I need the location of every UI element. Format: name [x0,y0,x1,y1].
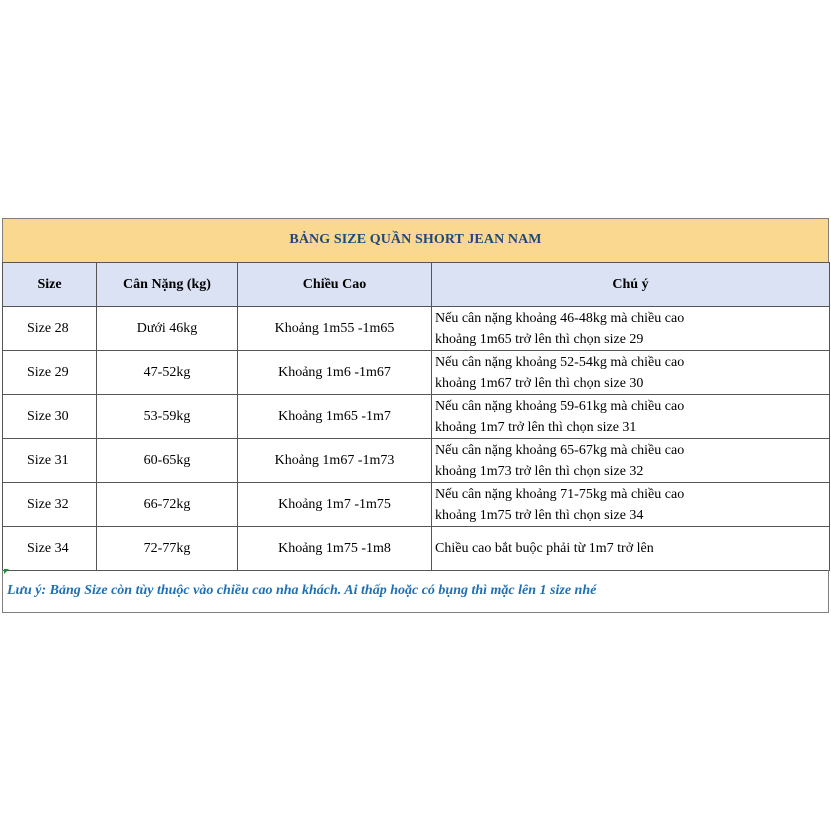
chart-title: BẢNG SIZE QUẦN SHORT JEAN NAM [289,232,542,247]
size-cell: Size 31 [3,439,97,483]
size-cell: Size 32 [3,483,97,527]
note-cell [432,395,830,439]
height-cell: Khoảng 1m75 -1m8 [238,527,432,571]
table-row [3,395,830,439]
note-line: khoảng 1m67 trở lên thì chọn size 30 [435,375,644,391]
table-row [3,483,830,527]
header-size: Size [3,263,97,307]
table-row [3,307,830,351]
height-cell: Khoảng 1m7 -1m75 [238,483,432,527]
note-line: Nếu cân nặng khoảng 71-75kg mà chiều cao [435,486,685,502]
note-line: Nếu cân nặng khoảng 59-61kg mà chiều cao [435,398,685,414]
height-cell: Khoảng 1m55 -1m65 [238,307,432,351]
header-note: Chú ý [432,263,830,307]
header-row [3,263,830,307]
note-cell [432,527,830,571]
weight-cell: 53-59kg [97,395,238,439]
weight-cell: 60-65kg [97,439,238,483]
header-weight: Cân Nặng (kg) [97,263,238,307]
note-line: khoảng 1m65 trở lên thì chọn size 29 [435,331,644,347]
note-cell [432,439,830,483]
height-cell: Khoảng 1m65 -1m7 [238,395,432,439]
note-line: khoảng 1m75 trở lên thì chọn size 34 [435,507,644,523]
note-cell [432,307,830,351]
size-cell: Size 28 [3,307,97,351]
table-row [3,527,830,571]
note-cell [432,483,830,527]
weight-cell: Dưới 46kg [97,307,238,351]
note-line: Nếu cân nặng khoảng 46-48kg mà chiều cao [435,310,685,326]
note-cell [432,351,830,395]
note-line: Nếu cân nặng khoảng 65-67kg mà chiều cao [435,442,685,458]
title-row [2,218,829,262]
table-row [3,351,830,395]
size-cell: Size 29 [3,351,97,395]
footnote-text: Lưu ý: Bảng Size còn tùy thuộc vào chiều cao nha khách. Ai thấp hoặc có bụng thì mặc lên 1 size nhé [7,583,597,598]
table-row [3,439,830,483]
height-cell: Khoảng 1m67 -1m73 [238,439,432,483]
weight-cell: 47-52kg [97,351,238,395]
note-line: khoảng 1m7 trở lên thì chọn size 31 [435,419,637,435]
size-table [2,262,830,571]
weight-cell: 72-77kg [97,527,238,571]
size-cell: Size 30 [3,395,97,439]
weight-cell: 66-72kg [97,483,238,527]
note-line: Nếu cân nặng khoảng 52-54kg mà chiều cao [435,354,685,370]
height-cell: Khoảng 1m6 -1m67 [238,351,432,395]
header-height: Chiều Cao [238,263,432,307]
footnote-row [2,570,829,613]
note-line: Chiều cao bắt buộc phải từ 1m7 trở lên [435,541,654,556]
size-cell: Size 34 [3,527,97,571]
note-line: khoảng 1m73 trở lên thì chọn size 32 [435,463,644,479]
